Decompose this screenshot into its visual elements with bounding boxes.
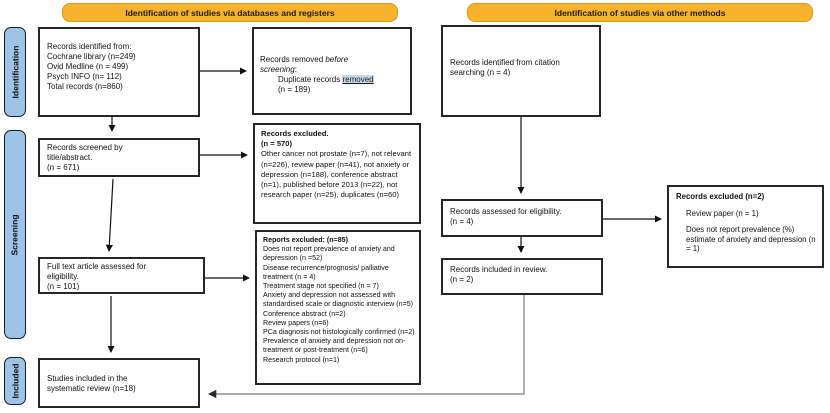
box-records-included-review xyxy=(441,258,603,295)
text-line: Disease recurrence/prognosis/ palliative treatment (n = 4) xyxy=(263,263,389,281)
box-records-assessed xyxy=(441,199,603,237)
removed-link[interactable]: removed xyxy=(342,75,374,84)
text-line: Ovid Medline (n = 499) xyxy=(47,62,129,71)
box-studies-included xyxy=(38,358,200,408)
header-databases-registers: Identification of studies via databases and registers xyxy=(62,3,398,22)
records-excluded-count: (n = 570) xyxy=(261,139,293,149)
text-line: (n = 671) xyxy=(47,163,80,172)
text-line: PCa diagnosis not histologically confirmed (n=2) xyxy=(263,328,415,337)
text-line: Prevalence of anxiety and depression not on-treatment or post-treatment (n=6) xyxy=(263,337,406,355)
records-removed-colon: : xyxy=(294,65,297,74)
box-citation-identified xyxy=(441,25,601,117)
text-line: (n = 4) xyxy=(450,217,474,226)
reports-excluded-reasons xyxy=(263,245,415,365)
text-line: Records included in review. xyxy=(450,265,548,274)
records-removed-prefix: Records removed xyxy=(260,55,326,64)
text-line: Does not report prevalence of anxiety and depression (n =52) xyxy=(263,245,395,263)
box-records-screened xyxy=(38,138,200,177)
text-line: (n = 2) xyxy=(450,275,474,284)
records-removed-screening: screening xyxy=(260,65,295,74)
stage-label-identification-text: Identification xyxy=(10,45,21,99)
duplicate-records-count: (n = 189) xyxy=(278,85,311,94)
reports-excluded-title: Reports excluded: (n=85) xyxy=(263,236,348,244)
stage-label-identification xyxy=(4,27,26,117)
records-removed-line2 xyxy=(260,65,405,75)
text-line: Total records (n=860) xyxy=(47,82,123,91)
records-excluded-other-title: Records excluded (n=2) xyxy=(676,192,765,201)
text-line: Conference abstract (n=2) xyxy=(263,309,346,318)
text-line: Treatment stage not specified (n = 7) xyxy=(263,282,379,291)
text-line: Anxiety and depression not assessed with standardised scale or diagnostic interview (n=5) xyxy=(263,291,414,309)
duplicate-records-line xyxy=(278,75,405,85)
text-line: Research protocol (n=1) xyxy=(263,355,340,364)
text-line: Records screened by xyxy=(47,143,123,152)
arrow-screened-to-fulltext xyxy=(109,179,113,251)
text-line: searching (n = 4) xyxy=(450,68,511,77)
text-line: Records identified from: xyxy=(47,42,132,51)
box-fulltext-assessed xyxy=(38,257,205,294)
text-line: Review paper (n = 1) xyxy=(686,208,759,218)
box-records-excluded-other xyxy=(667,185,824,268)
text-line: Psych INFO (n= 112) xyxy=(47,72,122,81)
text-line: Review papers (n=6) xyxy=(263,318,329,327)
box-records-identified xyxy=(38,27,200,117)
stage-label-screening xyxy=(4,130,26,339)
records-excluded-title: Records excluded. xyxy=(261,129,329,138)
text-line: eligibility. xyxy=(47,272,79,281)
records-excluded-other-reasons xyxy=(676,209,817,254)
records-removed-line1 xyxy=(260,55,405,65)
text-line: Full text article assessed for xyxy=(47,262,147,271)
box-records-removed xyxy=(252,27,412,115)
stage-label-included xyxy=(4,357,26,405)
records-removed-before: before xyxy=(325,55,349,64)
box-records-excluded-databases xyxy=(253,123,421,224)
text-line: Does not report prevalence (%) estimate of anxiety and depression (n = 1) xyxy=(686,225,816,254)
text-line: Records assessed for eligibility. xyxy=(450,207,562,216)
box-reports-excluded xyxy=(255,230,421,385)
text-line: Records identified from citation xyxy=(450,58,560,67)
text-line: systematic review (n=18) xyxy=(47,384,136,393)
header-other-methods: Identification of studies via other methods xyxy=(467,3,813,22)
text-line: Cochrane library (n=249) xyxy=(47,52,136,61)
text-line: Studies included in the xyxy=(47,374,128,383)
stage-label-included-text: Included xyxy=(10,363,21,399)
duplicate-records-prefix: Duplicate records xyxy=(278,75,343,84)
records-excluded-reasons: Other cancer not prostate (n=7), not relevant (n=226), review paper (n=41), not anxiety or depression (n=188), conference abstract (n=1), published before 2013 (n=22), not research paper (n=25), duplicates (n=60) xyxy=(261,149,412,200)
text-line: title/abstract. xyxy=(47,153,93,162)
stage-label-screening-text: Screening xyxy=(10,213,21,256)
text-line: (n = 101) xyxy=(47,282,80,291)
